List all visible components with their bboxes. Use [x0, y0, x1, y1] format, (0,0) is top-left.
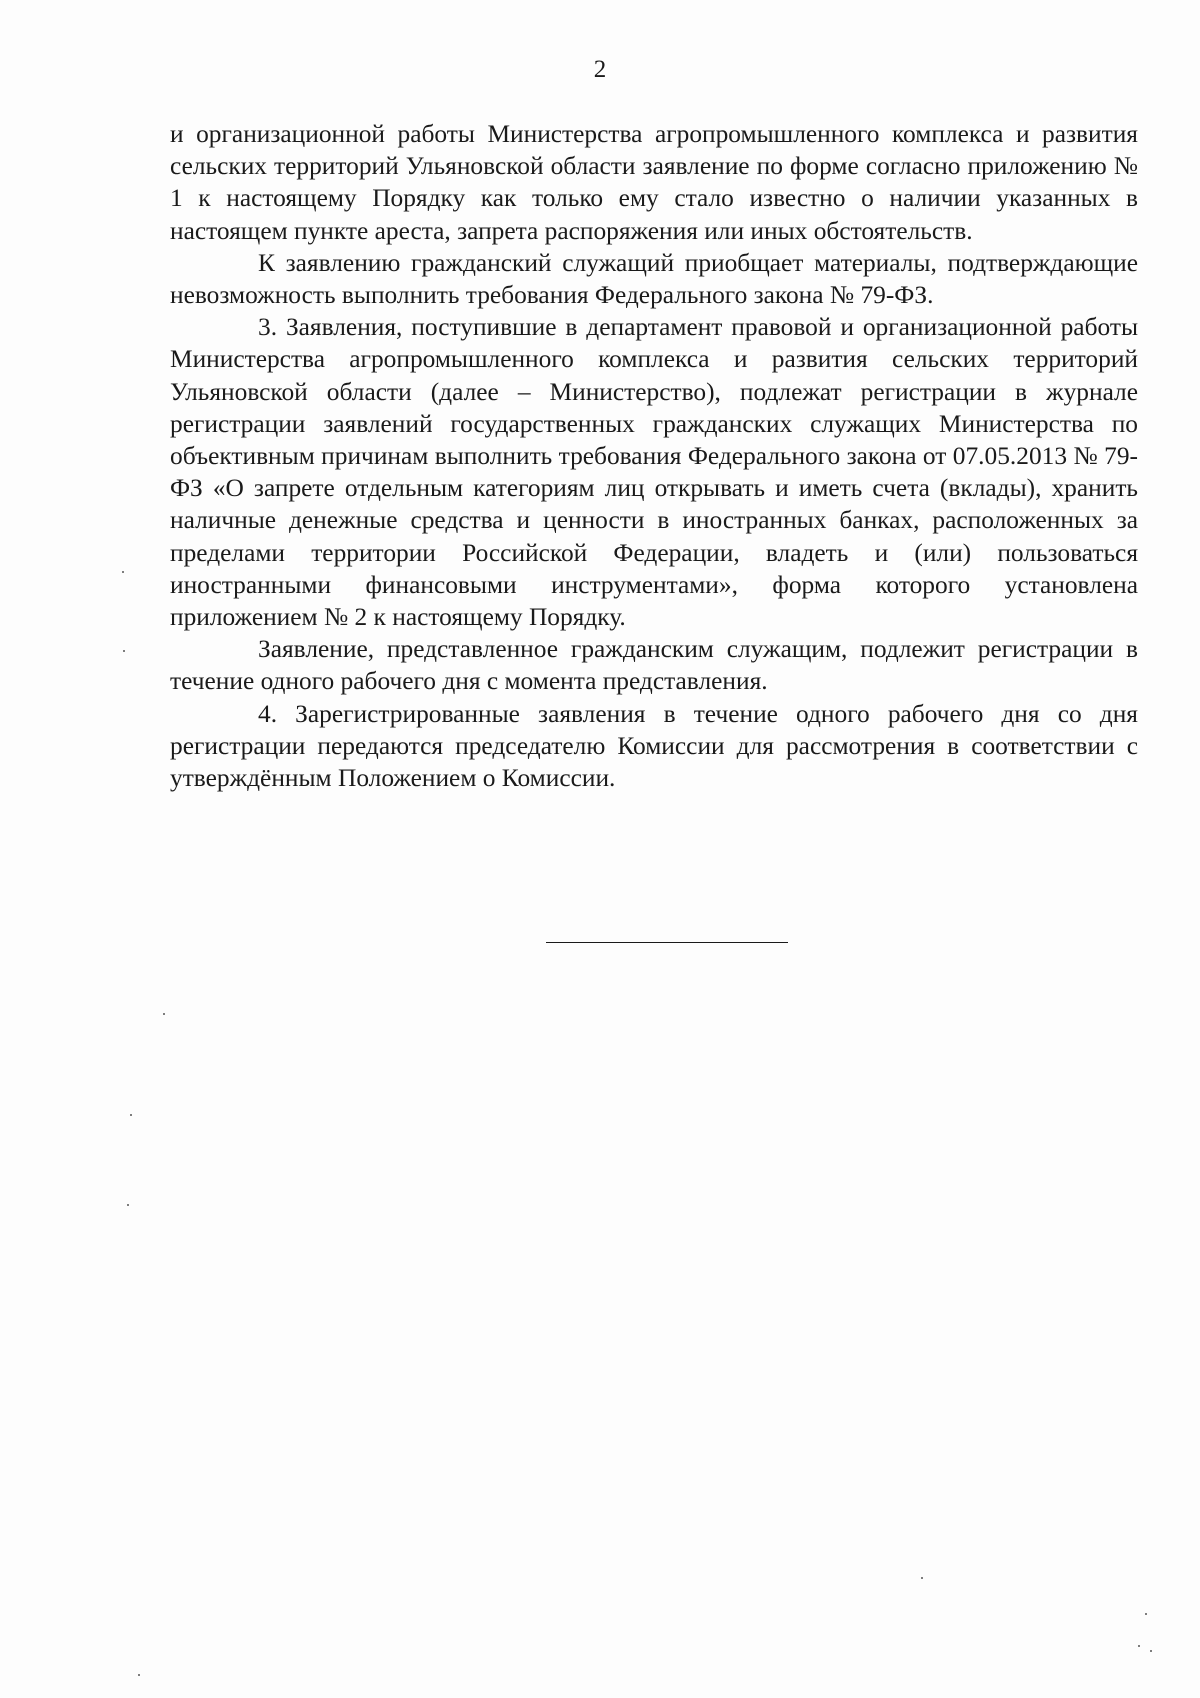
- scan-speck: [127, 1204, 129, 1206]
- document-body: [170, 118, 1138, 794]
- paragraph-continuation: и организационной работы Министерства агропромышленного комплекса и развития сельских территорий Ульяновской области заявление по форме согласно приложению № 1 к настоящему Порядку как только ему стало известно о наличии указанных в настоящем пункте ареста, запрета распоряжения или иных обстоятельств.: [170, 120, 1138, 245]
- scan-speck: [163, 1013, 165, 1015]
- scan-speck: [130, 1114, 132, 1116]
- scan-speck: [138, 1674, 140, 1676]
- scan-speck: [1145, 1613, 1147, 1615]
- page-number: 2: [593, 56, 607, 83]
- paragraph-attachments: К заявлению гражданский служащий приобщает материалы, подтверждающие невозможность выполнить требования Федерального закона № 79-ФЗ.: [170, 248, 1138, 310]
- scan-speck: [921, 1577, 923, 1579]
- end-of-text-rule: [546, 942, 788, 943]
- scan-speck: [1150, 1650, 1152, 1652]
- scan-speck: [1138, 1645, 1140, 1647]
- paragraph-registration-term: Заявление, представленное гражданским служащим, подлежит регистрации в течение одного рабочего дня с момента представления.: [170, 635, 1138, 696]
- paragraph-item-3: 3. Заявления, поступившие в департамент правовой и организационной работы Министерства агропромышленного комплекса и развития сельских территорий Ульяновской области (далее – Министерство), подлежат регистрации в журнале регистрации заявлений государственных гражданских служащих Министерства по объективным причинам выполнить требования Федерального закона от 07.05.2013 № 79-ФЗ «О запрете отдельным категориям лиц открывать и иметь счета (вклады), хранить наличные денежные средства и ценности в иностранных банках, расположенных за пределами территории Российской Федерации, владеть и (или) пользоваться иностранными финансовыми инструментами», форма которого установлена приложением № 2 к настоящему Порядку.: [170, 313, 1138, 632]
- scan-speck: [123, 650, 125, 652]
- paragraph-item-4: 4. Зарегистрированные заявления в течение одного рабочего дня со дня регистрации передаются председателю Комиссии для рассмотрения в соответствии с утверждённым Положением о Комиссии.: [170, 699, 1138, 793]
- scan-speck: [122, 571, 124, 573]
